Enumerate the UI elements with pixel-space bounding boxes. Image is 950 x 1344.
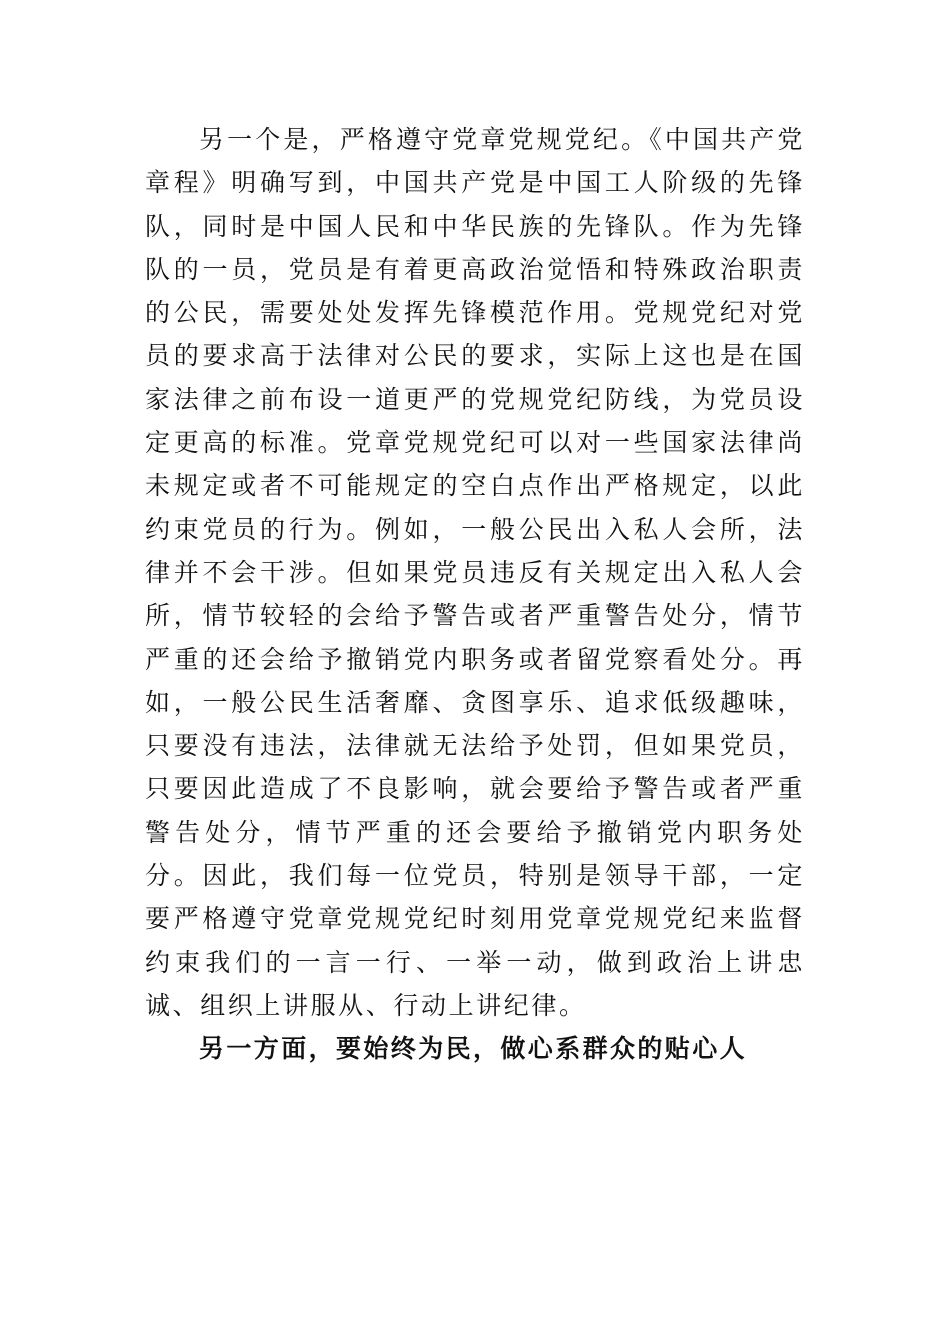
body-paragraph: 另一个是，严格遵守党章党规党纪。《中国共产党章程》明确写到，中国共产党是中国工人阶级的先锋队，同时是中国人民和中华民族的先锋队。作为先锋队的一员，党员是有着更高政治觉悟和特殊政治职责的公民，需要处处发挥先锋模范作用。党规党纪对党员的要求高于法律对公民的要求，实际上这也是在国家法律之前布设一道更严的党规党纪防线，为党员设定更高的标准。党章党规党纪可以对一些国家法律尚未规定或者不可能规定的空白点作出严格规定，以此约束党员的行为。例如，一般公民出入私人会所，法律并不会干涉。但如果党员违反有关规定出入私人会所，情节较轻的会给予警告或者严重警告处分，情节严重的还会给予撤销党内职务或者留党察看处分。再如，一般公民生活奢靡、贪图享乐、追求低级趣味，只要没有违法，法律就无法给予处罚，但如果党员，只要因此造成了不良影响，就会要给予警告或者严重警告处分，情节严重的还会要给予撤销党内职务处分。因此，我们每一位党员，特别是领导干部，一定要严格遵守党章党规党纪时刻用党章党规党纪来监督约束我们的一言一行、一举一动，做到政治上讲忠诚、组织上讲服从、行动上讲纪律。	[145, 125, 805, 1020]
section-heading: 另一方面，要始终为民，做心系群众的贴心人	[199, 1034, 748, 1064]
document-body	[145, 118, 805, 1071]
